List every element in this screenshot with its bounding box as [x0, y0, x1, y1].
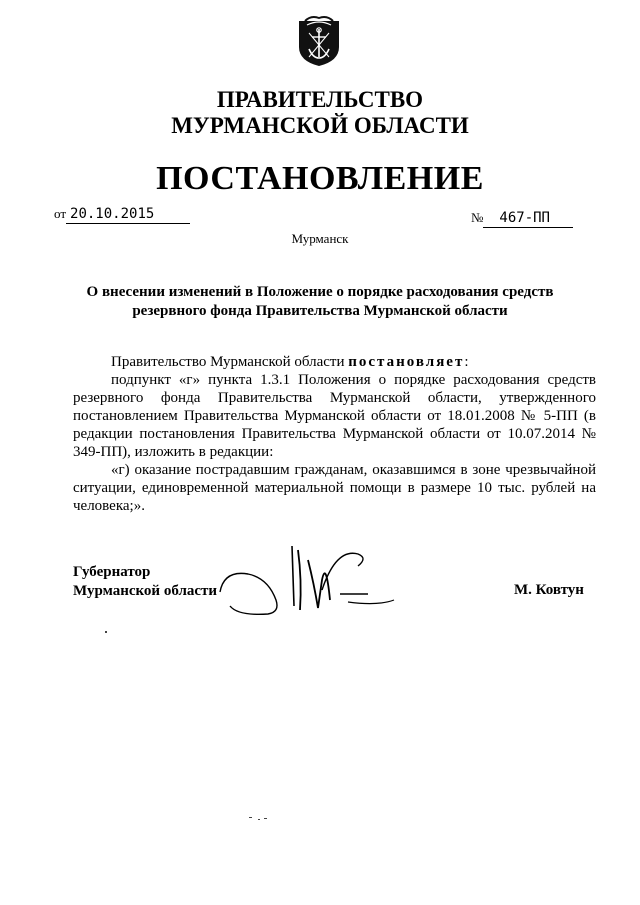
organization-name-line1: ПРАВИТЕЛЬСТВО	[216, 87, 424, 112]
signatory-title	[73, 563, 217, 601]
signatory-name: М. Ковтун	[514, 582, 584, 598]
document-number	[471, 210, 573, 228]
subject-line1: О внесении изменений в Положение о порядке расходования средств	[86, 284, 554, 300]
signatory-title-line1: Губернатор	[73, 564, 151, 580]
document-subject	[70, 283, 570, 321]
document-type-title: ПОСТАНОВЛЕНИЕ	[156, 160, 484, 197]
resolution-keyword: постановляет	[348, 354, 465, 370]
document-body	[73, 353, 596, 515]
date-value: 20.10.2015	[66, 206, 190, 224]
handwritten-signature-icon	[218, 540, 418, 620]
city-name: Мурманск	[291, 231, 349, 246]
body-paragraph-2: подпункт «г» пункта 1.3.1 Положения о порядке расходования средств резервного фонда Правительства Мурманской области, утвержденного постановлением Правительства Мурманской области от 18.01.2008 № 5-ПП (в редакции постановления Правительства Мурманской области от 10.07.2014 № 349-ПП), изложить в редакции:	[73, 372, 596, 460]
body-paragraph-3: «г) оказание пострадавшим гражданам, оказавшимся в зоне чрезвычайной ситуации, единовременной материальной помощи в размере 10 тыс. рублей на человека;».	[73, 462, 596, 514]
scan-speck	[264, 818, 267, 819]
scan-speck	[258, 819, 260, 820]
signatory-title-line2: Мурманской области	[73, 583, 218, 599]
number-value: 467-ПП	[483, 210, 573, 228]
subject-line2: резервного фонда Правительства Мурманской области	[132, 303, 508, 319]
scan-speck	[249, 817, 252, 818]
coat-of-arms-icon	[297, 13, 341, 67]
body-paragraph-1: Правительство Мурманской области постановляет:	[111, 354, 469, 370]
date-prefix: от	[54, 206, 67, 221]
document-date	[54, 206, 190, 224]
scan-speck	[105, 631, 107, 633]
number-prefix: №	[471, 210, 484, 225]
organization-name-line2: МУРМАНСКОЙ ОБЛАСТИ	[171, 113, 469, 138]
